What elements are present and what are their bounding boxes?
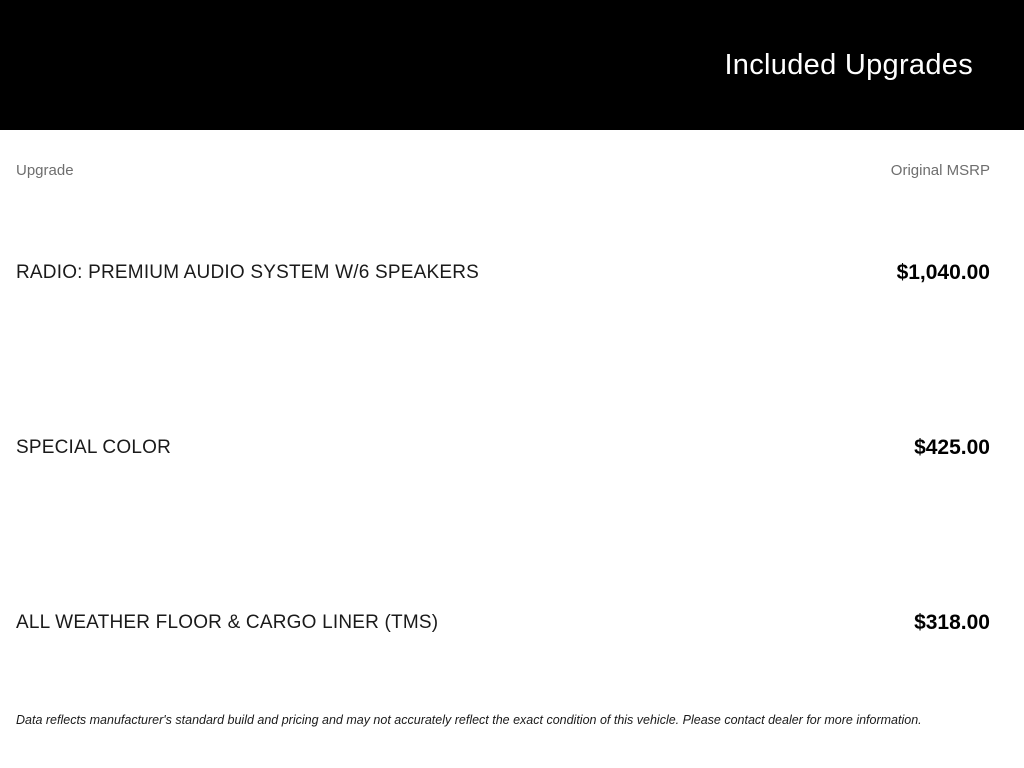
- table-row: [16, 185, 990, 360]
- upgrade-price: $425.00: [914, 435, 990, 459]
- page-title: Included Upgrades: [724, 48, 973, 81]
- upgrades-table: [0, 130, 1024, 727]
- upgrade-name: ALL WEATHER FLOOR & CARGO LINER (TMS): [16, 611, 439, 633]
- table-row: [16, 535, 990, 710]
- column-header-msrp: Original MSRP: [890, 162, 990, 179]
- upgrade-price: $1,040.00: [896, 260, 990, 284]
- column-header-upgrade: Upgrade: [16, 162, 74, 179]
- upgrade-name: SPECIAL COLOR: [16, 436, 171, 458]
- disclaimer-text: Data reflects manufacturer's standard build and pricing and may not accurately reflect the exact condition of this vehicle. Please contact dealer for more information.: [16, 713, 922, 727]
- table-row: [16, 360, 990, 535]
- page-header: [0, 0, 1024, 130]
- table-rows: [16, 185, 990, 710]
- upgrade-name: RADIO: PREMIUM AUDIO SYSTEM W/6 SPEAKERS: [16, 261, 480, 283]
- table-header-row: [16, 130, 990, 180]
- upgrade-price: $318.00: [914, 610, 990, 634]
